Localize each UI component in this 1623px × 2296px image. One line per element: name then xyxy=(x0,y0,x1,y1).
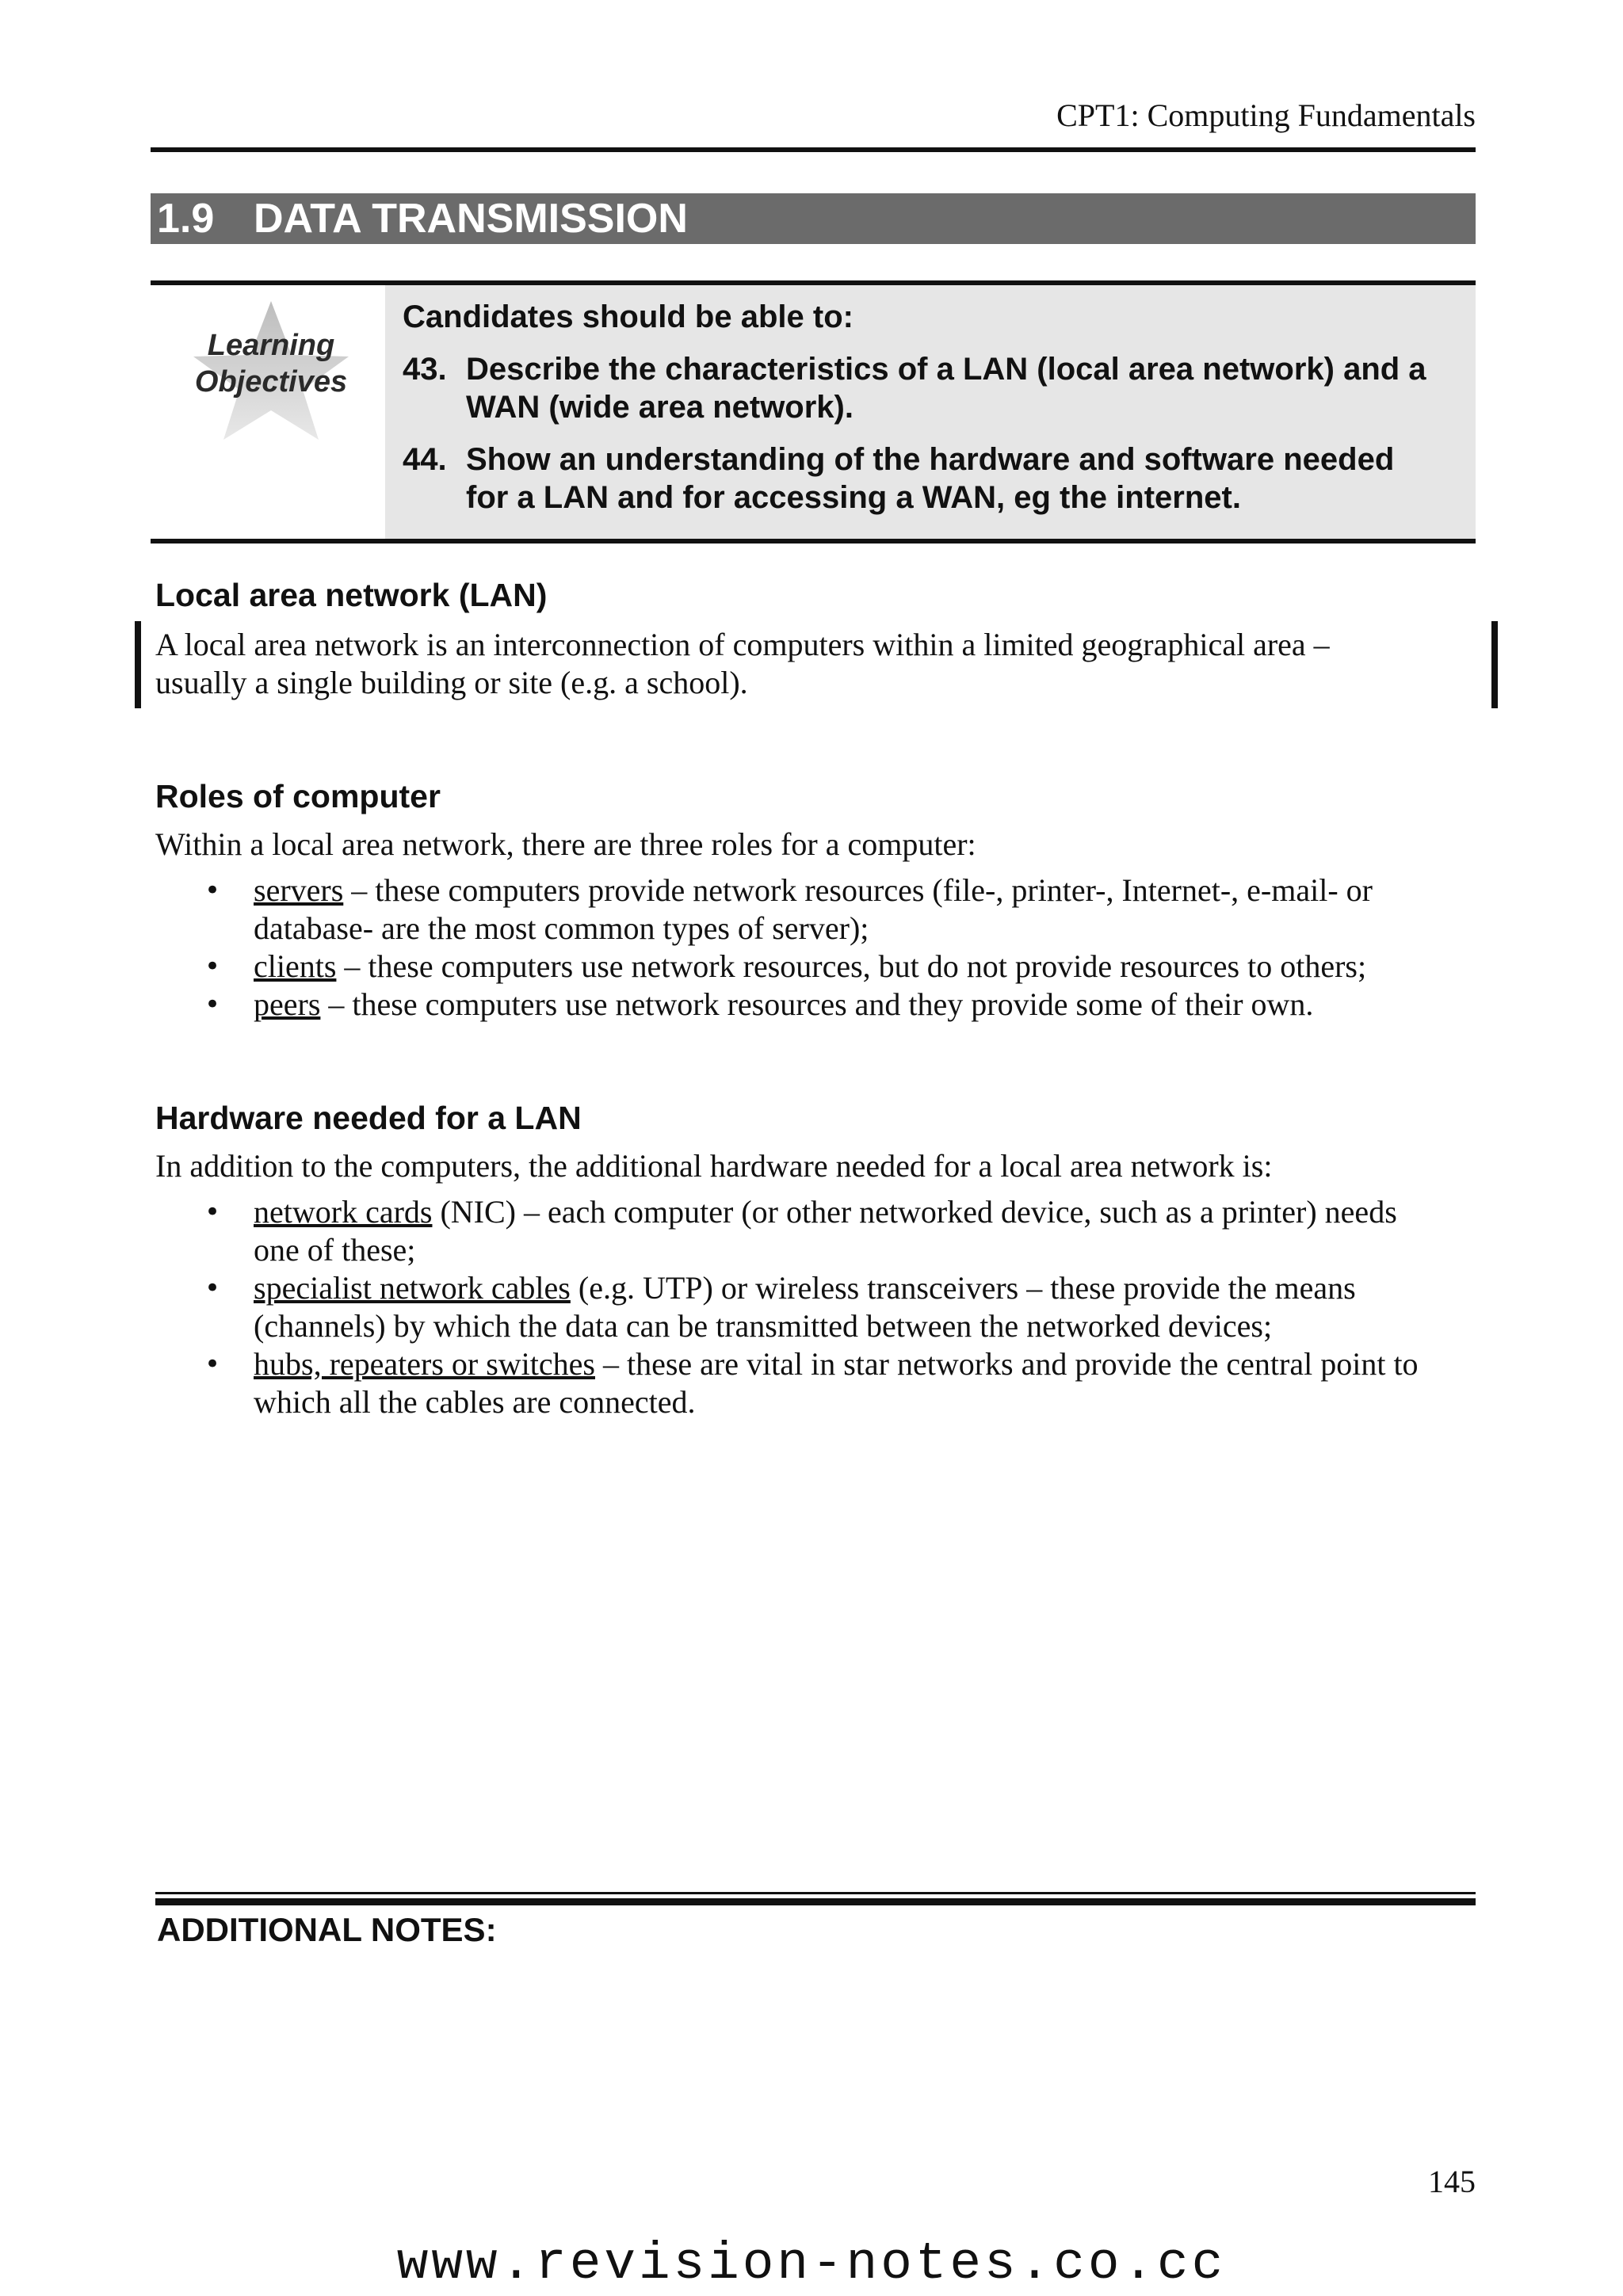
hardware-term: network cards xyxy=(254,1194,433,1230)
hardware-heading: Hardware needed for a LAN xyxy=(155,1100,582,1136)
section-number: 1.9 xyxy=(157,196,215,242)
objectives-intro: Candidates should be able to: xyxy=(403,299,854,334)
learning-icon-text: Learning xyxy=(207,329,335,362)
list-item xyxy=(155,1193,1487,1269)
additional-notes-heading: ADDITIONAL NOTES: xyxy=(157,1911,497,1948)
list-item xyxy=(155,1269,1487,1345)
hardware-text: (NIC) – each computer (or other networked device, such as a printer) needs xyxy=(432,1194,1397,1230)
lan-heading: Local area network (LAN) xyxy=(155,577,548,613)
role-text: – these computers use network resources, but do not provide resources to others; xyxy=(336,948,1367,984)
roles-heading: Roles of computer xyxy=(155,778,441,814)
objective-item xyxy=(403,441,1444,517)
hardware-text: which all the cables are connected. xyxy=(254,1384,696,1420)
list-item xyxy=(155,871,1487,948)
page-number: 145 xyxy=(1428,2164,1476,2199)
objective-item xyxy=(403,350,1444,426)
learning-objectives-box xyxy=(151,280,1476,543)
hardware-intro: In addition to the computers, the additional hardware needed for a local area network is: xyxy=(155,1148,1273,1184)
bullet-icon: • xyxy=(204,1196,221,1228)
objective-number: 43. xyxy=(403,352,447,387)
section-title-bar xyxy=(151,193,1476,244)
role-text: – these computers provide network resources (file-, printer-, Internet-, e-mail- or xyxy=(343,872,1373,908)
roles-list xyxy=(155,871,1487,1024)
objective-number: 44. xyxy=(403,442,447,477)
list-item xyxy=(155,1345,1487,1421)
hardware-term: hubs, repeaters or switches xyxy=(254,1346,595,1382)
change-bar-left xyxy=(135,621,141,708)
bullet-icon: • xyxy=(204,951,221,982)
role-text: – these computers use network resources and they provide some of their own. xyxy=(320,986,1314,1022)
objectives-icon-text: Objectives xyxy=(194,365,348,399)
bullet-icon: • xyxy=(204,1272,221,1304)
lan-definition-line: A local area network is an interconnection of computers within a limited geographical area – xyxy=(155,627,1330,662)
running-header: CPT1: Computing Fundamentals xyxy=(1056,97,1476,133)
bullet-icon: • xyxy=(204,1348,221,1380)
roles-intro: Within a local area network, there are three roles for a computer: xyxy=(155,826,976,862)
section-title: DATA TRANSMISSION xyxy=(254,196,688,242)
role-term: peers xyxy=(254,986,321,1022)
hardware-text: one of these; xyxy=(254,1232,416,1268)
objectives-content xyxy=(385,285,1476,539)
change-bar-right xyxy=(1491,621,1498,708)
lan-definition-line: usually a single building or site (e.g. a school). xyxy=(155,665,748,700)
hardware-text: – these are vital in star networks and provide the central point to xyxy=(594,1346,1419,1382)
hardware-text: (e.g. UTP) or wireless transceivers – these provide the means xyxy=(570,1270,1356,1306)
list-item xyxy=(155,986,1487,1024)
objective-text: Show an understanding of the hardware and software needed for a LAN and for accessing a WAN, eg the internet. xyxy=(466,442,1395,515)
header-rule xyxy=(151,147,1476,152)
hardware-list xyxy=(155,1193,1487,1421)
notes-rule-thick xyxy=(155,1898,1476,1905)
lan-definition xyxy=(155,626,1330,702)
objective-text: Describe the characteristics of a LAN (local area network) and a WAN (wide area network). xyxy=(466,352,1426,425)
role-term: servers xyxy=(254,872,344,908)
role-term: clients xyxy=(254,948,337,984)
learning-objectives-star-icon xyxy=(182,301,365,440)
bullet-icon: • xyxy=(204,875,221,906)
footer-url: www.revision-notes.co.cc xyxy=(396,2234,1227,2294)
notes-rule-thin xyxy=(155,1892,1476,1894)
list-item xyxy=(155,948,1487,986)
hardware-text: (channels) by which the data can be transmitted between the networked devices; xyxy=(254,1308,1273,1344)
bullet-icon: • xyxy=(204,989,221,1020)
hardware-term: specialist network cables xyxy=(254,1270,571,1306)
role-text: database- are the most common types of server); xyxy=(254,910,869,946)
